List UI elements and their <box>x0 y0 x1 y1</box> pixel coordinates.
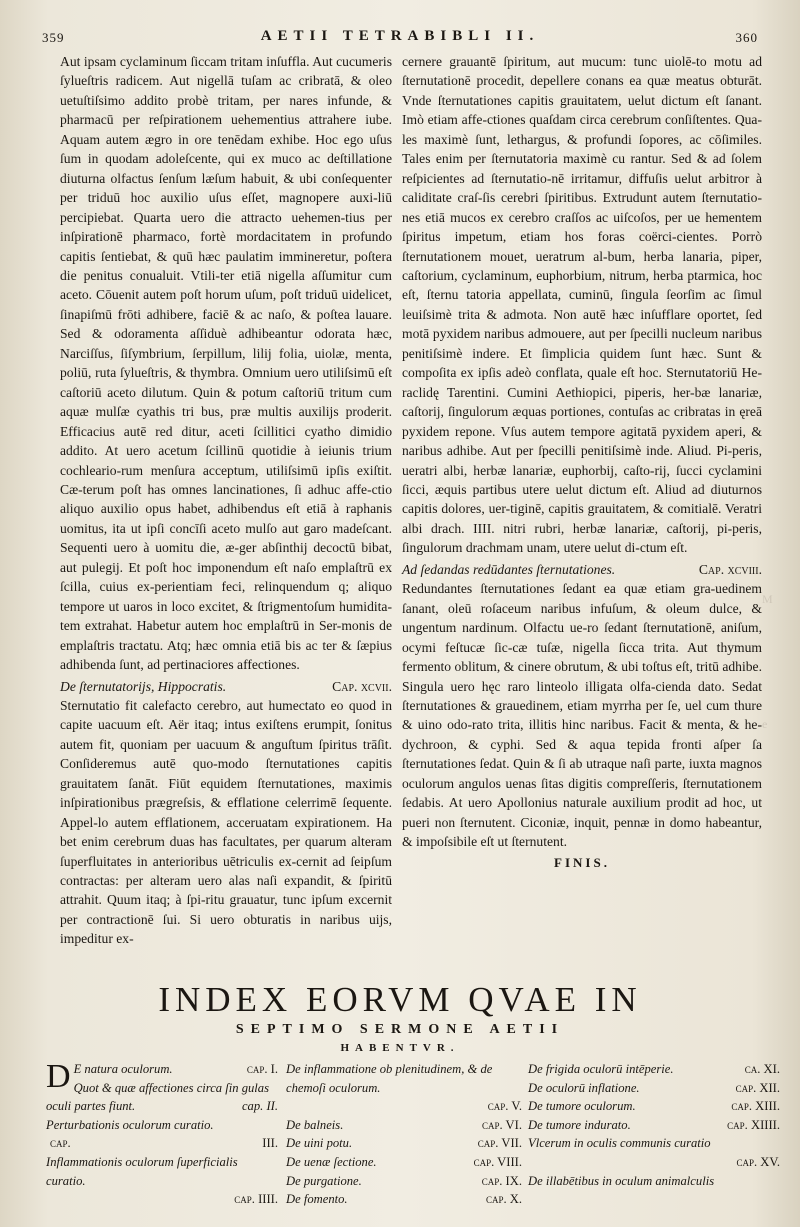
index-entry <box>528 1079 780 1098</box>
index-entry-cap: III. <box>262 1136 278 1151</box>
bleed-through-text: M <box>762 592 773 606</box>
index-entry <box>286 1134 522 1153</box>
paragraph: Sternutatio fit calefacto cerebro, aut humectato eo quod in capite uacuum eſt. Aër itaq; intus exiſtens erumpit, ſonitus autem fit, quoniam per uacuum & anguſtum ſpiritus trāſit. Conſideremus autē quo-modo ſternutationes capitis grauitatem ſanāt. Fiūt equidem ſternutationes, maximis inſpirationibus prægreſsis, & efflatione celerrimē ſequente. Appel-lo autem efflationem, acceruatam expirationem. Ha bet enim cerebrum duas has facultates, per quarum alteram ſuperfluitates in anterioribus uētriculis ex-cernit ad ſeipſum contractas: per alteram uero alas naſi expandit, & ſpiritū attrahit. Quum itaq; à ſpi-ritu grauatur, tunc ipſum excernit per contractionē ſui. Si uero obturatis in naribus uijs, impeditur ex- <box>60 697 392 947</box>
index-entry-cap: cap. XIII. <box>731 1099 780 1114</box>
index-entry-cap-prefix: cap. <box>50 1136 71 1151</box>
index-column-3 <box>528 1060 780 1190</box>
index-column-2 <box>286 1060 522 1209</box>
index-entry <box>528 1060 780 1079</box>
chapter-heading <box>402 560 762 579</box>
index-subtitle: SEPTIMO SERMONE AETII <box>235 1022 565 1037</box>
page-header <box>40 24 760 50</box>
index-entry-cap: cap. VI. <box>481 1117 522 1132</box>
index-entry-cap: cap. XIIII. <box>727 1117 780 1132</box>
chapter-heading <box>60 677 392 696</box>
index-entry-cap: cap. VIII. <box>473 1154 522 1169</box>
bleed-through-text: e <box>762 717 768 731</box>
index-entry <box>528 1097 780 1116</box>
index-entry-cap: cap. X. <box>485 1192 522 1207</box>
index-habentur: HABENTVR. <box>340 1042 460 1054</box>
index-entry <box>46 1116 278 1153</box>
chapter-number: Cap. xcviii. <box>698 561 762 577</box>
index-entry-text: De balneis. <box>286 1117 344 1132</box>
index-title: INDEX EORVM QVAE IN <box>158 980 642 1019</box>
index-entry <box>286 1190 522 1209</box>
index-entry-cap: cap. II. <box>241 1099 278 1114</box>
index-entry <box>528 1134 780 1171</box>
index-column-1 <box>46 1060 278 1209</box>
index-entry-text: De frigida oculorū intēperie. <box>528 1062 674 1076</box>
index-entry <box>528 1116 780 1135</box>
finis-mark: FINIS. <box>554 854 610 870</box>
folio-left: 359 <box>42 30 65 45</box>
index-entry-cap: cap. IIII. <box>234 1192 278 1207</box>
index-entry <box>286 1060 522 1116</box>
paragraph: Aut ipsam cyclaminum ſiccam tritam inſuffla. Aut cucumeris ſylueſtris radicem. Aut nigellā tuſam ac cribratā, & oleo uetuſtiſsimo addito probè tritam, per nares infunde, & pharmacū per reſpirationem uehementius attrahere iube. Aquam autem ægro in ore tenēdam exhibe. Hoc ego uſus ſum in quodam adoleſcente, qui ex muco ac deſtillatione diuturna olfactus ſenſum læſum habuit, & ubi conſequenter per triduū hoc auxilio uſus eſſet, magnopere auxi-liū percipiebat. Quarta uero die attracto uehemen-tius per inſpirationē pharmaco, fortè mordacitatem in profundo capitis ſentiebat, & quū hæc paulatim immineretur, poſtera die penitus conualuit. Vtili-ter etiā nigella aſſumitur cum aceto. Cōuenit autem poſt horum uſum, poſt triduū uidelicet, ſinapiſmū frōti adhibere, faciē & ac naſo, & poſtea lauare. Sed & odoramenta aſſiduè adhibeantur odorata hæc, Narciſſus, ſiſymbrium, ſerpillum, lilij folia, uiolæ, menta, poliū, ruta ſylueſtris, & thymbra. Omnium uero utiliſsimū eſt caſtoriū aceto dilutum. Quin & potum caſtoriū tritum cum aquæ mulſæ cyathis tri bus, præ multis auxilijs proderit. Efficacius autē red ditur, aceti ſcillitici cyatho dimidio addito. At uero acetum ſcillinū quotidie à ieiunis trium cochleario-rum menſura acceptum, utiliſsimū ipſis exiſtit. Cæ-terum poſt has omnes lancinationes, ſi adhuc affe-ctio aliquo auxilio opus habet, adhibendus eſt etiā à raphanis uomitus, ita ut ipſi concīſi aceto mulſo aut garo madeſcant. Sequenti uero à uomitu die, æ-ger abſinthij decoctū bibat, aut pulegij. Et poſt hoc imponendum eſt naſo emplaſtrū ex ſcilla, cuius ex-perientiam feci, relinquendum q; aliquo tempore ut uaros in loco excitet, & ſtrigmentoſum humidita-tem extrahat. Habetur autem hoc emplaſtrū in Ser-monis de emplaſtris tractatu. Atq; hæc omnia etiā bis ac ter & ſæpius adhibenda ſunt, ad pertinaciores affectiones. <box>60 54 392 673</box>
index-entry <box>286 1116 522 1135</box>
index-entry-text: De tumore oculorum. <box>528 1099 636 1114</box>
index-entry-cap: cap. XII. <box>735 1080 780 1095</box>
chapter-number: Cap. xcvii. <box>332 678 392 694</box>
index-entry-text: Vlcerum in oculis communis curatio <box>528 1136 711 1151</box>
index-entry-cap: cap. I. <box>246 1062 278 1076</box>
index-entry-text: Inflammationis oculorum ſuperficialis curatio. <box>46 1154 238 1188</box>
right-column <box>402 52 762 872</box>
paragraph: Redundantes ſternutationes ſedant ea quæ etiam gra-uedinem ſanant, oleū roſaceum naribus infuſum, & oleum dulce, & ungentum nardinum. Olfactu ue-ro ſedant ſternutationē, aniſum, ocymi feſtucæ ſic-cæ tuſæ, nigella ſicca trita. Aut thymum fermento oblitum, & cinere obrutum, & ubi toſtus eſt, tritū adhibe. Singula uero hęc raro linteolo illigata olfa-cienda dato. Sedat ſternutationes & grauedinem, etiam myrrha per ſe, uel cum thure & uino odo-rato trita, illitis hinc naribus. Facit & menta, & he-dychroon, & cyphi. Sed & aqua tepida fronti aſper ſa ſternutationes ſedat. Quin & ſi ab utraque naſi parte, iuxta magnos oculorum angulos uenas ſitas digitis compreſſeris, ſternutationem ſedabis. At uero Apollonius naturale auxilium prodit ad hoc, ut pueri non ſternutent. Ciconiæ, inquit, pennæ in domo habeantur, & impoſsibile eſt ut ſternutent. <box>402 581 762 850</box>
index-entry-cap: cap. V. <box>487 1099 522 1114</box>
index-entry-text: De illabētibus in oculum animalculis <box>528 1173 715 1188</box>
chapter-title: Ad ſedandas redūdantes ſternutationes. <box>402 561 616 577</box>
chapter-title: De ſternutatorijs, Hippocratis. <box>60 678 227 694</box>
index-entry-text: De fomento. <box>286 1192 348 1207</box>
index-entry <box>286 1153 522 1172</box>
index-entry-text: E natura oculorum. <box>73 1062 173 1076</box>
index-entry-cap: cap. VII. <box>477 1136 522 1151</box>
paragraph: cernere grauantē ſpiritum, aut mucum: tunc uiolē-to motu ad ſternutationē procedit, depellere conans ea quæ meatus obturāt. Vnde ſternutationes capitis grauitatem, uelut dictum eſt ſanant. Imò etiam affe-ctiones quaſdam circa cerebrum conſiſtentes. Qua-les maximè ſunt, lethargus, & profundi ſopores, ac cōſimiles. Tales enim per ſternutatoria maximè cu rantur. Sed & ad ſolem reſpicientes ad ſternutatio-nē irritamur, diffuſis uelut arbitror à caliditate craſ-ſis cerebri ſpiritibus. Extrudunt autem ſternutatio-nes etiā mucos ex cerebro craſſos ac uiſcoſos, per ue hementem ſpiritus impetum, etiam hos foras coërci-cientes. Porrò ſternutationem mouet, ueratrum al-bum, herba lanaria, piper, caſtorium, cyclaminum, euphorbium, nitrum, herba ptarmica, hoc eſt, ſternu tatoria appellata, cuminū, ſingula ſeorſim ac ſimul leuiſsimè trita & admota. Non autē hæc inſufflare oportet, ſed motā pyxidem naribus admouere, aut per ſpecilli nucleum naribus penitiſsimè indere. Et ſimplicia quidem ſunt hæc. Sunt & compoſita ex ipſis adeò conflata, quale eſt hoc. Sternutatoriū He-raclidę Tarentini. Cumini Aethiopici, piperis, her-bæ lanariæ, caſtorij, ſingulorum æquas portiones, contuſas ac cribratas in ęreā pyxidem repone. Vſus autem tempore agitatā pyxidem aperi, & naribus adhibe. Aut per ſpecilli penitiſsimè inde. Aliud. Pi-peris, ueratri albi, herbæ lanariæ, euphorbij, caſto-rij, ſucci cyclamini ſicci, æquis partibus utere uelut dictum eſt. Aliud ad diuturnos capitis dolores, uer-tiginē, capitis grauitatem, & comitialē. Veratri albi drach. IIII. nitri rubri, herbæ lanariæ, caſtorij, pi-peris, ſingulorum drachmam unam, utere uelut di-ctum eſt. <box>402 54 762 556</box>
running-title: AETII TETRABIBLI II. <box>260 28 540 44</box>
drop-cap: D <box>46 1060 71 1095</box>
index-entry <box>528 1172 780 1191</box>
index-entry-text: De purgatione. <box>286 1173 362 1188</box>
index-entry-cap: ca. XI. <box>744 1062 780 1076</box>
index-entry-text: De inflammatione ob plenitudinem, & de chemoſi oculorum. <box>286 1062 493 1095</box>
folio-right: 360 <box>735 30 758 45</box>
left-column <box>60 52 392 949</box>
index-entry-text: De tumore indurato. <box>528 1117 631 1132</box>
index-entry-text: Quot & quæ affectiones circa ſin gulas oculi partes fiunt. <box>46 1080 269 1114</box>
index-entry <box>286 1172 522 1191</box>
index-entry-text: De oculorū inflatione. <box>528 1080 640 1095</box>
index-entry-text: Perturbationis oculorum curatio. <box>46 1117 214 1132</box>
index-entry-cap: cap. XV. <box>736 1154 780 1169</box>
index-entry <box>46 1153 278 1209</box>
index-entry-cap: cap. IX. <box>481 1173 522 1188</box>
index-entry-text: De uenæ ſectione. <box>286 1154 377 1169</box>
index-entry-text: De uini potu. <box>286 1136 353 1151</box>
